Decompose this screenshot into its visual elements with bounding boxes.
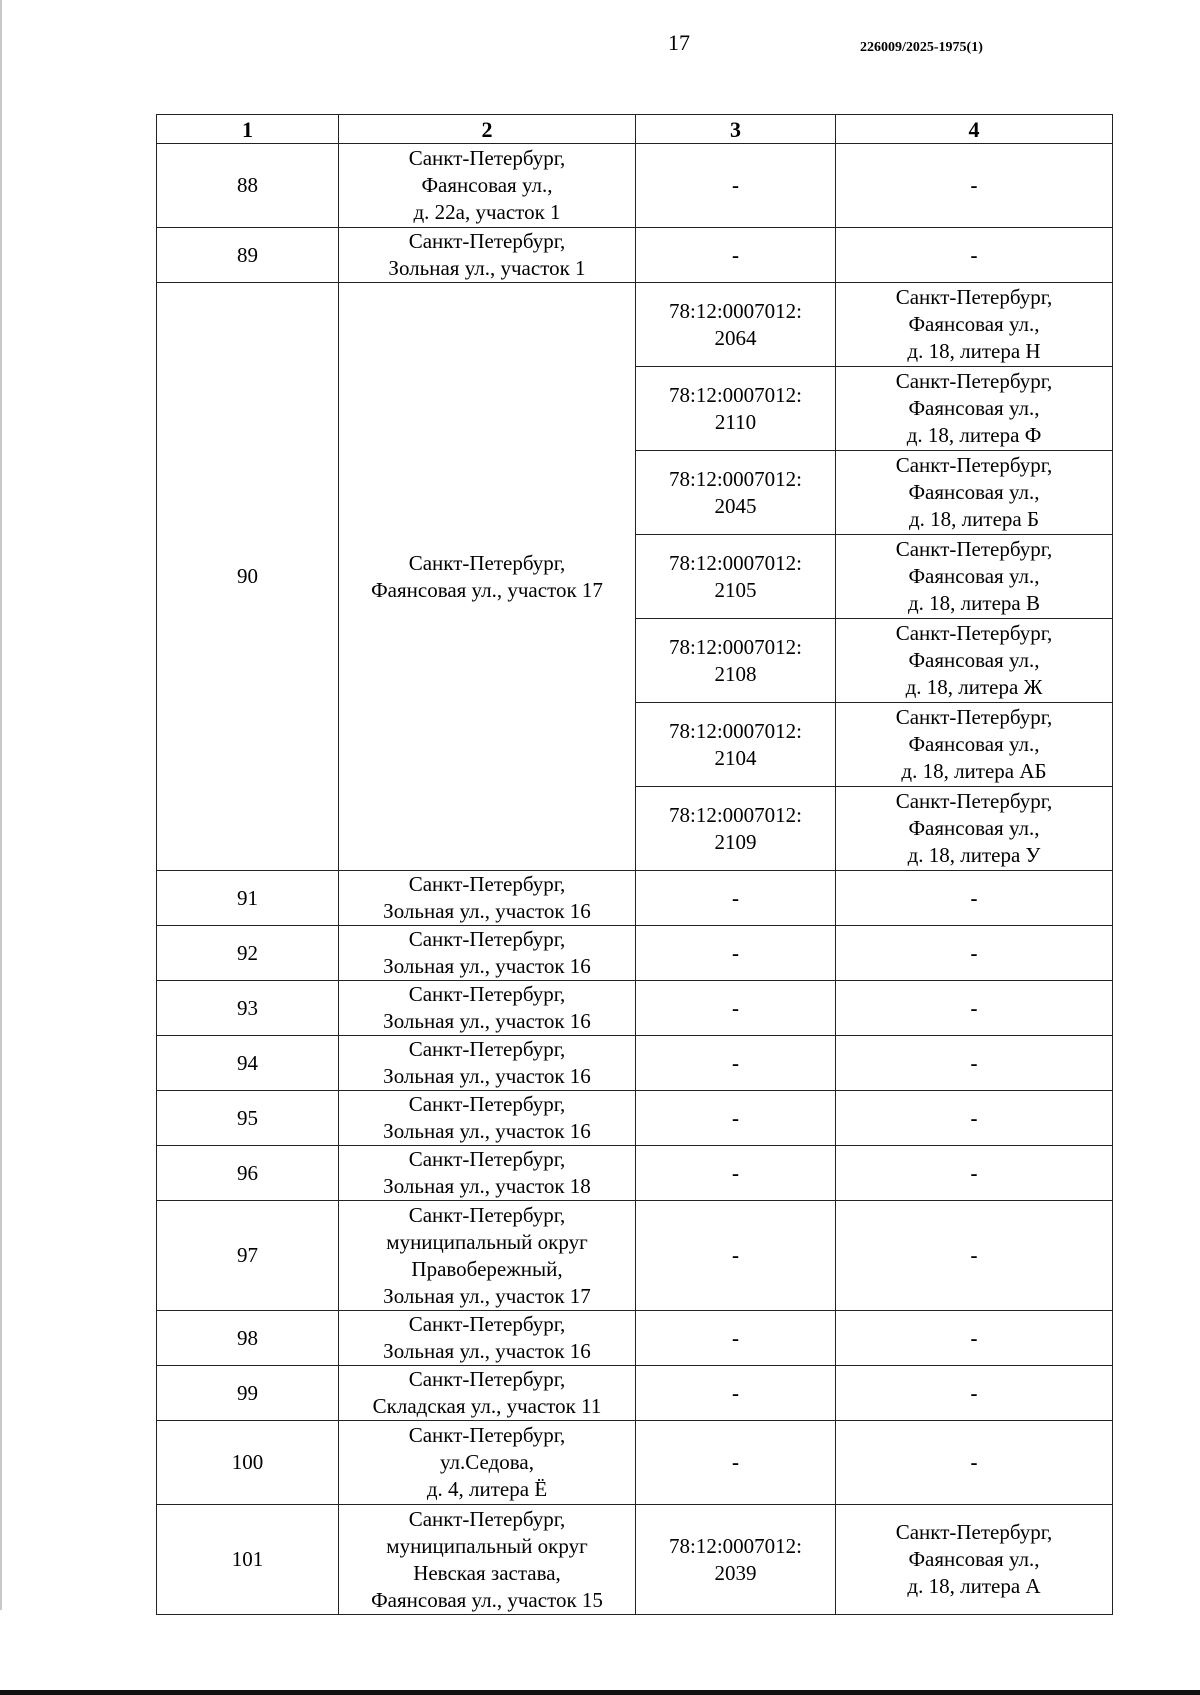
table-row [157,1366,1113,1421]
cell-line: 78:12:0007012: [668,466,802,491]
cadastral-number-cell: - [636,1421,836,1505]
cell-line: Санкт-Петербург, [408,1202,566,1227]
address-cell [339,1366,636,1421]
cell-line: Фаянсовая ул., [908,396,1040,420]
address-cell [339,1505,636,1615]
cell-line: д. 22а, участок 1 [413,200,561,224]
address-cell [339,1311,636,1366]
address-cell [339,871,636,926]
row-number-cell: 93 [157,981,339,1036]
cell-line: 2109 [714,829,757,854]
cell-line: Зольная ул., участок 1 [388,256,586,280]
object-address-cell: - [836,871,1113,926]
cell-line: Санкт-Петербург, [895,1520,1053,1544]
cell-line: Зольная ул., участок 16 [383,1339,591,1363]
cadastral-number-cell [636,535,836,619]
row-number-cell: 95 [157,1091,339,1146]
table-row [157,1505,1113,1615]
cell-line: Санкт-Петербург, [408,229,566,253]
scan-left-edge [0,0,2,1610]
cell-line: Фаянсовая ул., [908,732,1040,756]
object-address-cell [836,619,1113,703]
row-number-cell: 101 [157,1505,339,1615]
address-cell [339,1146,636,1201]
cell-line: ул.Седова, [439,1450,534,1474]
column-header-1: 1 [157,115,339,144]
cadastral-number-cell: - [636,1091,836,1146]
row-number-cell: 99 [157,1366,339,1421]
object-address-cell: - [836,926,1113,981]
address-cell [339,926,636,981]
cell-line: Зольная ул., участок 16 [383,1064,591,1088]
cell-line: Санкт-Петербург, [408,1312,566,1336]
cell-line: Зольная ул., участок 18 [383,1174,591,1198]
cell-line: д. 18, литера У [907,843,1041,867]
address-cell [339,981,636,1036]
cadastral-number-cell [636,367,836,451]
object-address-cell [836,535,1113,619]
cell-line: Фаянсовая ул., [908,564,1040,588]
object-address-cell [836,367,1113,451]
cell-line: Санкт-Петербург, [408,1092,566,1116]
address-cell [339,144,636,228]
address-cell [339,228,636,283]
cell-line: Фаянсовая ул., [908,816,1040,840]
cell-line: Санкт-Петербург, [895,537,1053,561]
cell-line: Складская ул., участок 11 [372,1394,602,1418]
cell-line: 78:12:0007012: [668,298,802,323]
row-number-cell: 94 [157,1036,339,1091]
cell-line: Фаянсовая ул., [908,480,1040,504]
cell-line: Фаянсовая ул., [908,648,1040,672]
row-number-cell: 100 [157,1421,339,1505]
cell-line: Санкт-Петербург, [408,1147,566,1171]
cadastral-number-cell [636,787,836,871]
cell-line: Правобережный, [411,1256,563,1281]
cell-line: 2039 [714,1560,757,1585]
cell-line: Зольная ул., участок 17 [383,1283,591,1308]
cadastral-number-cell [636,619,836,703]
cadastral-number-cell: - [636,1311,836,1366]
cadastral-number-cell: - [636,228,836,283]
cell-line: 78:12:0007012: [668,802,802,827]
table-row [157,144,1113,228]
row-number-cell: 92 [157,926,339,981]
object-address-cell: - [836,1311,1113,1366]
cell-line: д. 18, литера Ф [906,423,1042,447]
cell-line: Санкт-Петербург, [895,705,1053,729]
cell-line: 78:12:0007012: [668,718,802,743]
object-address-cell [836,787,1113,871]
table-row [157,871,1113,926]
column-header-4: 4 [836,115,1113,144]
object-address-cell: - [836,1146,1113,1201]
cell-line: 78:12:0007012: [668,1533,802,1558]
cell-line: 2105 [714,577,757,602]
object-address-cell [836,703,1113,787]
cell-line: 2064 [714,325,757,350]
table-row [157,1421,1113,1505]
cell-line: д. 18, литера Б [908,507,1040,531]
cadastral-number-cell: - [636,144,836,228]
table-row [157,1201,1113,1311]
cadastral-number-cell: - [636,926,836,981]
cell-line: 78:12:0007012: [668,634,802,659]
cell-line: д. 18, литера А [907,1574,1041,1598]
cell-line: Фаянсовая ул., [908,312,1040,336]
object-address-cell: - [836,144,1113,228]
table-row [157,1311,1113,1366]
row-number-cell: 98 [157,1311,339,1366]
cell-line: Фаянсовая ул., участок 17 [371,577,603,602]
cadastral-number-cell: - [636,871,836,926]
table-row [157,981,1113,1036]
row-number-cell: 89 [157,228,339,283]
cell-line: Санкт-Петербург, [408,927,566,951]
row-number-cell: 96 [157,1146,339,1201]
cell-line: муниципальный округ [386,1229,588,1254]
cell-line: муниципальный округ [386,1533,588,1558]
table-row [157,228,1113,283]
cadastral-number-cell [636,451,836,535]
object-address-cell: - [836,1036,1113,1091]
table-body [157,144,1113,1615]
cell-line: Санкт-Петербург, [895,789,1053,813]
cell-line: Санкт-Петербург, [408,146,566,170]
object-address-cell: - [836,228,1113,283]
cell-line: Санкт-Петербург, [408,1367,566,1391]
table-row [157,1036,1113,1091]
cell-line: Зольная ул., участок 16 [383,1119,591,1143]
page-number: 17 [668,30,690,55]
cell-line: Санкт-Петербург, [895,369,1053,393]
column-header-3: 3 [636,115,836,144]
cell-line: 2104 [714,745,757,770]
cadastral-number-cell [636,1505,836,1615]
cell-line: Зольная ул., участок 16 [383,954,591,978]
cell-line: Санкт-Петербург, [895,453,1053,477]
table-row [157,926,1113,981]
cell-line: 2045 [714,493,757,518]
object-address-cell: - [836,1091,1113,1146]
cadastral-number-cell [636,283,836,367]
cadastral-number-cell: - [636,1036,836,1091]
object-address-cell: - [836,1201,1113,1311]
cell-line: д. 4, литера Ё [426,1477,548,1501]
table-row [157,1091,1113,1146]
cell-line: Невская застава, [413,1560,561,1585]
table-row [157,1146,1113,1201]
address-cell [339,1091,636,1146]
document-code: 226009/2025-1975(1) [860,40,983,55]
object-address-cell: - [836,1421,1113,1505]
cell-line: Фаянсовая ул., [908,1547,1040,1571]
object-address-cell: - [836,1366,1113,1421]
cell-line: 2108 [714,661,757,686]
object-address-cell [836,283,1113,367]
column-header-2: 2 [339,115,636,144]
row-number-cell: 97 [157,1201,339,1311]
cell-line: Фаянсовая ул., [421,173,553,197]
cell-line: Зольная ул., участок 16 [383,899,591,923]
object-address-cell [836,1505,1113,1615]
cell-line: д. 18, литера Ж [905,675,1043,699]
cell-line: Зольная ул., участок 16 [383,1009,591,1033]
table-row [157,283,1113,367]
cell-line: 2110 [714,409,757,434]
cell-line: д. 18, литера В [908,591,1040,615]
cell-line: Санкт-Петербург, [895,621,1053,645]
address-cell [339,1201,636,1311]
cell-line: Санкт-Петербург, [408,1423,566,1447]
cell-line: 78:12:0007012: [668,382,802,407]
cadastral-number-cell: - [636,1366,836,1421]
cell-line: Санкт-Петербург, [408,872,566,896]
register-table [156,114,1113,1615]
cell-line: Санкт-Петербург, [408,982,566,1006]
cadastral-number-cell [636,703,836,787]
cadastral-number-cell: - [636,981,836,1036]
cell-line: Санкт-Петербург, [408,1506,566,1531]
object-address-cell: - [836,981,1113,1036]
row-number-cell: 91 [157,871,339,926]
address-cell [339,283,636,871]
cell-line: д. 18, литера Н [907,339,1041,363]
address-cell [339,1421,636,1505]
row-number-cell: 88 [157,144,339,228]
cell-line: Санкт-Петербург, [408,550,566,575]
cadastral-number-cell: - [636,1146,836,1201]
row-number-cell: 90 [157,283,339,871]
cell-line: Санкт-Петербург, [408,1037,566,1061]
address-cell [339,1036,636,1091]
cell-line: д. 18, литера АБ [901,759,1047,783]
cell-line: Санкт-Петербург, [895,285,1053,309]
cell-line: 78:12:0007012: [668,550,802,575]
scan-bottom-edge [0,1690,1200,1695]
object-address-cell [836,451,1113,535]
cadastral-number-cell: - [636,1201,836,1311]
cell-line: Фаянсовая ул., участок 15 [371,1587,603,1612]
table-header-row [157,115,1113,144]
